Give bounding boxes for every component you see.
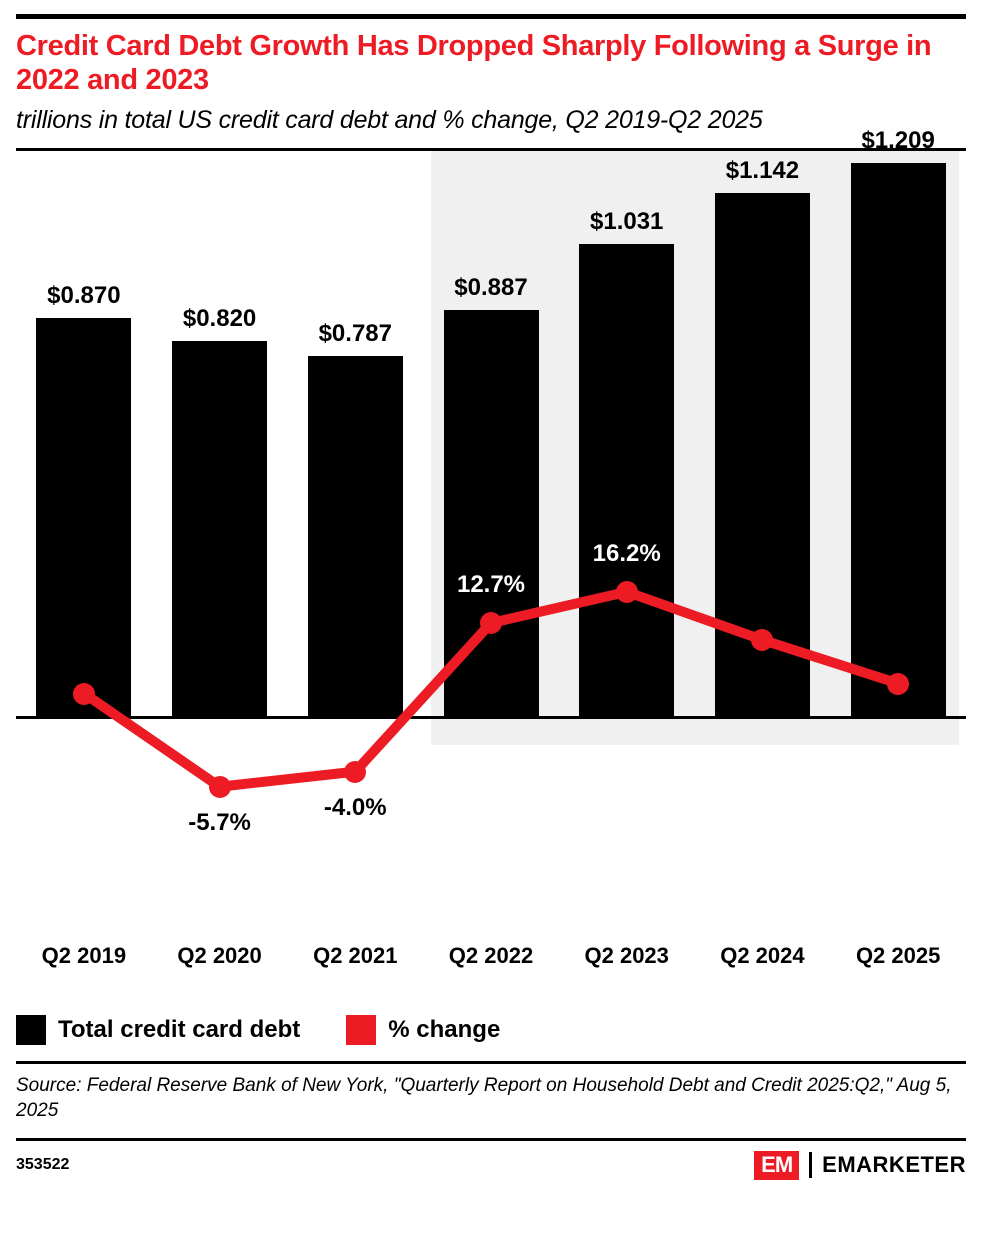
bar-value-label-q2-2025: $1.209 [861,126,935,154]
footer [16,1151,966,1180]
brand-separator [809,1152,812,1178]
bar-value-label-q2-2023: $1.031 [590,208,664,236]
legend-item-debt [16,1015,300,1045]
bar-value-label-q2-2022: $0.887 [454,274,528,302]
pct-change-label-q2-2023: 16.2% [592,540,661,568]
page-subtitle: trillions in total US credit card debt and % change, Q2 2019-Q2 2025 [16,106,763,135]
bar-value-label-q2-2024: $1.142 [725,157,800,185]
bar-value-label-q2-2020: $0.820 [182,304,257,332]
chart-legend [16,1013,966,1047]
source-note: Source: Federal Reserve Bank of New York, "Quarterly Report on Household Debt and Credit 2025:Q2," Aug 5, 2025 [16,1075,952,1122]
footer-divider [16,1138,966,1141]
brand-name: EMARKETER [822,1152,966,1178]
x-tick-q2-2025: Q2 2025 [855,943,941,969]
legend-label-pct-change: % change [388,1016,501,1044]
x-tick-q2-2024: Q2 2024 [720,943,805,969]
x-tick-q2-2020: Q2 2020 [177,943,262,969]
legend-divider [16,1061,966,1064]
legend-label-debt: Total credit card debt [58,1016,301,1044]
brand-mark-icon: EM [754,1151,799,1180]
pct-change-label-q2-2022: 12.7% [456,571,526,599]
line-marker-q2-2019 [73,683,95,705]
pct-change-label-q2-2020: -5.7% [188,809,251,837]
x-tick-q2-2019: Q2 2019 [41,943,127,969]
pct-change-label-q2-2025: 5.9% [870,631,926,659]
pct-change-label-q2-2024: 10.8% [728,588,797,616]
bar-value-label-q2-2019: $0.870 [47,281,121,309]
legend-item-pct-change [346,1015,500,1045]
pct-change-label-q2-2019: 4.8% [56,641,112,669]
chart-id: 353522 [16,1156,70,1174]
x-tick-q2-2023: Q2 2023 [584,943,669,969]
page-title: Credit Card Debt Growth Has Dropped Sharply Following a Surge in 2022 and 2023 [16,30,932,97]
pct-change-label-q2-2021: -4.0% [323,794,387,822]
chart-canvas [16,126,966,941]
bar-value-label-q2-2021: $0.787 [318,319,392,347]
brand-logo [754,1151,966,1180]
top-divider [16,14,966,19]
legend-swatch-icon-pct-change [346,1015,376,1045]
x-tick-q2-2022: Q2 2022 [448,943,534,969]
x-axis-labels [16,943,966,983]
line-marker-q2-2023 [616,581,638,603]
line-marker-q2-2020 [209,776,231,798]
chart-page [0,14,982,1256]
legend-swatch-icon-debt [16,1015,46,1045]
x-tick-q2-2021: Q2 2021 [313,943,398,969]
line-marker-q2-2025 [887,673,909,695]
